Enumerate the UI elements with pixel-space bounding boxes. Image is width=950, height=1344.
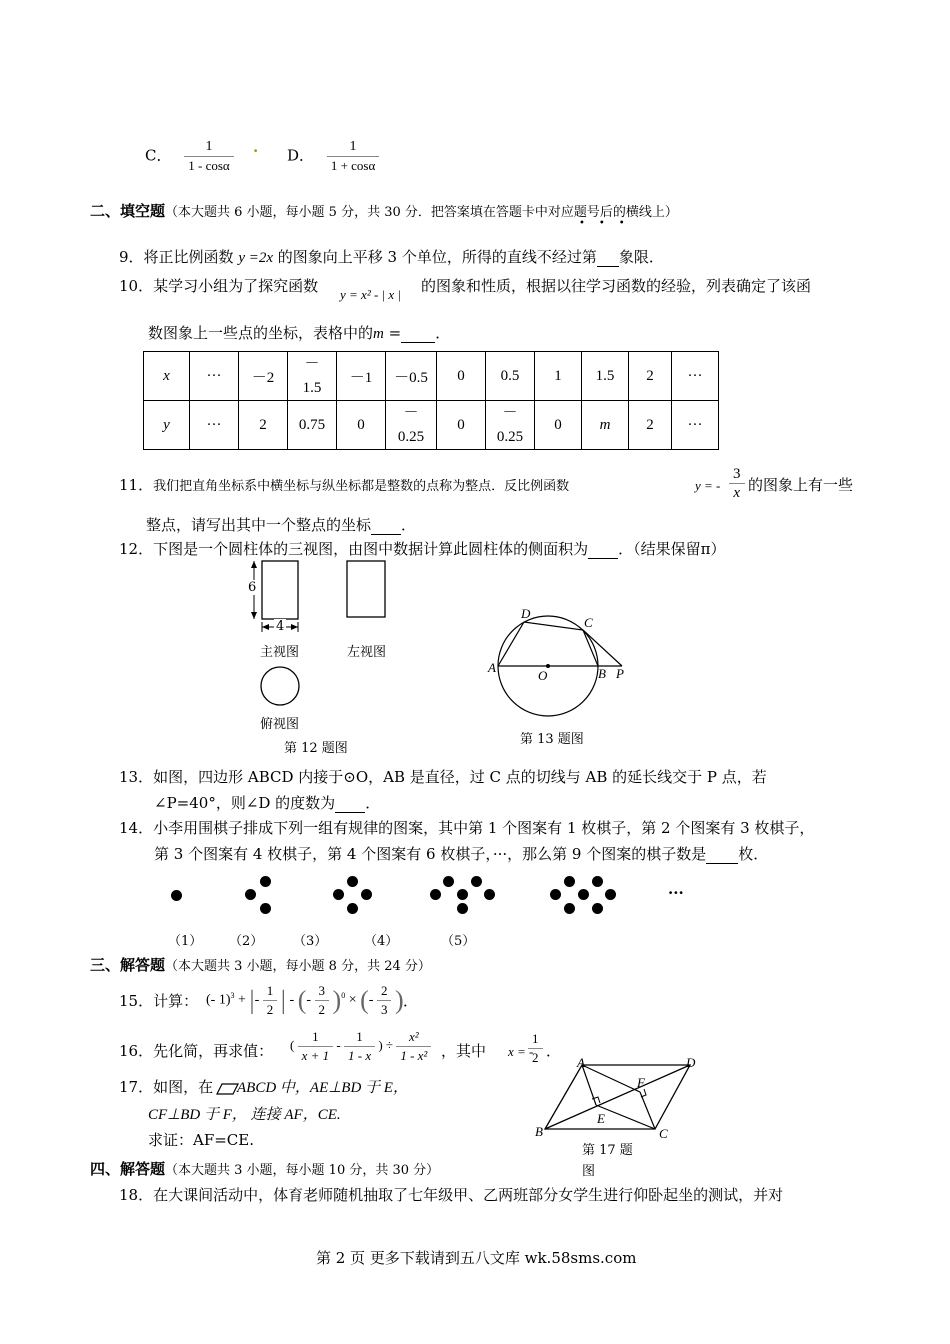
width-label: 4: [276, 619, 285, 634]
question-15-end: ．: [403, 992, 419, 1010]
table-cell: ···: [190, 401, 239, 450]
go-stone: [260, 903, 271, 914]
question-13-blank: [335, 794, 365, 813]
question-9-expr: y =2x: [238, 250, 274, 266]
table-row-y: [144, 401, 719, 450]
question-13-number: 13．: [119, 768, 154, 786]
question-13-line1: [119, 766, 767, 787]
question-12: [119, 538, 725, 559]
table-cell: y: [144, 401, 190, 450]
width-arrow-left: [262, 624, 269, 630]
table-cell: 2: [629, 401, 672, 450]
point-b-label: B: [598, 666, 606, 681]
width-arrow-right: [291, 624, 298, 630]
section-2-note: （本大题共 6 小题，每小题 5 分，共 30 分．把答案填在答题卡中对应题号后的横线上）: [165, 205, 678, 220]
table-cell: 0: [337, 401, 386, 450]
table-cell: m: [582, 401, 629, 450]
question-10-blank: [401, 324, 435, 343]
question-14-line1: [119, 817, 814, 838]
go-stone: [578, 889, 589, 900]
question-16-x-label: x = -: [508, 1044, 534, 1059]
tangent-cp: [583, 630, 622, 666]
go-stone: [171, 890, 182, 901]
question-13-line2-text: ∠P=40°，则∠D 的度数为: [154, 794, 336, 812]
option-d: [287, 138, 379, 175]
pattern-label-5: （5）: [441, 934, 476, 949]
go-stone: [457, 889, 468, 900]
question-9-number: 9．: [119, 248, 144, 266]
question-15-number: 15．: [119, 992, 154, 1010]
question-11-expr: y = -: [695, 478, 721, 493]
question-16: [119, 1040, 273, 1061]
option-d-denominator: 1 + cosα: [330, 158, 376, 173]
question-11-fraction: [729, 465, 745, 502]
question-9-text2: 的图象向上平移 3 个单位，所得的直线不经过第: [273, 248, 597, 266]
point-c-label-17: C: [659, 1126, 668, 1141]
go-stone: [471, 876, 482, 887]
go-stone: [564, 903, 575, 914]
go-stone: [347, 876, 358, 887]
figure-12-three-views: [240, 555, 420, 725]
question-18: [119, 1184, 783, 1205]
question-14-blank: [706, 845, 738, 864]
question-11-line2: [146, 514, 416, 535]
height-arrow-top: [251, 561, 257, 568]
question-11-numerator: 3: [729, 465, 745, 484]
question-16-end: ．: [546, 1042, 562, 1060]
value-table: [143, 351, 719, 450]
table-cell: －0.5: [386, 352, 437, 401]
table-cell: ···: [190, 352, 239, 401]
question-17-line3: 求证：AF=CE.: [148, 1131, 255, 1149]
table-cell: －1: [337, 352, 386, 401]
table-cell: 0: [437, 352, 486, 401]
question-9-blank: [597, 248, 619, 267]
question-9-text: 将正比例函数: [143, 248, 239, 266]
question-10-text2: 的图象和性质，根据以往学习函数的经验，列表确定了该函: [421, 277, 812, 295]
question-11-text2: 的图象上有一些: [748, 476, 854, 494]
question-11-end: ．: [401, 516, 417, 534]
question-10-expr: y = x² - | x |: [340, 287, 401, 302]
point-a-label: A: [488, 660, 496, 675]
table-cell: 2: [239, 401, 288, 450]
pattern-label-1: （1）: [168, 934, 203, 949]
table-cell: 2: [629, 352, 672, 401]
pattern-label-4: （4）: [364, 934, 399, 949]
figure-17-caption-2: 图: [582, 1164, 596, 1179]
question-12-text: 下图是一个圆柱体的三视图，由图中数据计算此圆柱体的侧面积为: [153, 540, 589, 558]
question-17-text: 如图，在: [153, 1078, 214, 1096]
left-view-label: 左视图: [347, 645, 387, 660]
table-cell: ···: [672, 401, 719, 450]
question-10-end: ．: [435, 324, 451, 342]
section-3-header: [90, 954, 431, 975]
front-view-rect: [262, 561, 298, 619]
question-16-number: 16．: [119, 1042, 154, 1060]
option-c-denominator: 1 - cosα: [188, 158, 230, 173]
table-cell: 0: [535, 401, 582, 450]
question-17-text-b: ABCD 中，AE⊥BD 于 E，: [237, 1080, 408, 1096]
figure-17-caption: 第 17 题: [582, 1143, 633, 1158]
question-13-line2: [154, 792, 380, 813]
table-cell: 0: [437, 401, 486, 450]
go-stone: [245, 889, 256, 900]
pattern-ellipsis: ···: [668, 884, 684, 902]
question-15-expression: (- 1)$^3$ + |- $\frac{1}{2}$ | - (- $\frac{3}{2}$ )$^0$ × (- $\frac{2}{3}$ ): [206, 983, 404, 1017]
question-16-text: 先化简，再求值：: [153, 1042, 274, 1060]
question-12-number: 12．: [119, 540, 154, 558]
table-cell: 0.5: [486, 352, 535, 401]
go-stone: [592, 903, 603, 914]
section-4-note: （本大题共 3 小题，每小题 10 分，共 30 分）: [165, 1163, 440, 1178]
front-view-label: 主视图: [260, 645, 300, 660]
go-stone: [550, 889, 561, 900]
question-10-line1: [119, 275, 318, 296]
question-14-line2: [154, 843, 768, 864]
go-stone: [457, 903, 468, 914]
height-label: 6: [248, 580, 257, 595]
table-cell: － 1.5: [288, 352, 337, 401]
figure-13-caption: 第 13 题图: [520, 732, 584, 747]
question-16-expression: ( $\frac{1}{x + 1}$ - $\frac{1}{1 - x}$ ) ÷ $\frac{\text{x²}}{\text{1 - x²}}$: [290, 1028, 431, 1065]
figure-13-circle: [485, 600, 635, 725]
go-stone: [443, 876, 454, 887]
point-f-label-17: F: [637, 1075, 645, 1090]
table-row-x: [144, 352, 719, 401]
question-11-text: 我们把直角坐标系中横坐标与纵坐标都是整数的点称为整点．反比例函数: [153, 479, 570, 494]
question-11-denominator: x: [733, 485, 741, 501]
section-3-note: （本大题共 3 小题，每小题 8 分，共 24 分）: [165, 959, 431, 974]
go-stone: [361, 889, 372, 900]
table-cell: ···: [672, 352, 719, 401]
table-cell: －2: [239, 352, 288, 401]
option-d-fraction: [327, 138, 379, 175]
point-e-label-17: E: [597, 1111, 605, 1126]
option-c-label: C．: [145, 146, 172, 165]
question-17-line1: [119, 1076, 213, 1097]
question-11-line1: [119, 474, 569, 495]
left-view-rect: [347, 561, 385, 617]
go-stone: [564, 876, 575, 887]
question-12-end: ．（结果保留π）: [618, 540, 726, 558]
option-separator: .: [253, 138, 259, 156]
point-d-label: D: [521, 606, 531, 621]
page-footer: 第 2 页 更多下载请到五八文库 wk.58sms.com: [316, 1249, 637, 1267]
figure-12-caption: 第 12 题图: [284, 741, 348, 756]
question-13-text: 如图，四边形 ABCD 内接于⊙O，AB 是直径，过 C 点的切线与 AB 的延长线交于 P 点，若: [153, 768, 767, 786]
point-c-label: C: [584, 615, 593, 630]
option-c-numerator: 1: [184, 138, 233, 157]
question-10-eq: =: [383, 324, 402, 342]
option-c: [145, 138, 234, 175]
go-stone: [347, 903, 358, 914]
pattern-label-3: （3）: [293, 934, 328, 949]
question-17-line2: CF⊥BD 于 F， 连接 AF，CE.: [148, 1107, 341, 1123]
option-d-numerator: 1: [327, 138, 379, 157]
section-4-header: [90, 1158, 439, 1179]
table-cell: 0.75: [288, 401, 337, 450]
question-14-end: 枚．: [738, 845, 769, 863]
option-d-label: D．: [287, 146, 315, 165]
table-cell: 1: [535, 352, 582, 401]
table-cell: x: [144, 352, 190, 401]
section-4-title: 四、解答题: [90, 1160, 166, 1178]
go-stone: [592, 876, 603, 887]
question-16-mid: ，其中: [441, 1042, 487, 1060]
figure-17-parallelogram: [530, 1055, 710, 1140]
top-view-label: 俯视图: [260, 717, 300, 732]
go-stone: [430, 889, 441, 900]
question-10-text: 某学习小组为了探究函数: [153, 277, 319, 295]
go-stone: [333, 889, 344, 900]
question-9-text3: 象限．: [618, 248, 664, 266]
top-view-circle: [261, 667, 299, 705]
question-17-number: 17．: [119, 1078, 154, 1096]
option-c-fraction: [184, 138, 233, 175]
diagonal-bd: [545, 1065, 690, 1129]
question-15: [119, 990, 198, 1011]
table-cell: 1.5: [582, 352, 629, 401]
height-arrow-bottom: [251, 612, 257, 619]
question-11-line2-text: 整点，请写出其中一个整点的坐标: [146, 516, 372, 534]
point-a-label-17: A: [577, 1055, 585, 1070]
question-18-text: 在大课间活动中，体育老师随机抽取了七年级甲、乙两班部分女学生进行仰卧起坐的测试，并对: [153, 1186, 784, 1204]
go-stone: [484, 889, 495, 900]
question-11-number: 11．: [119, 476, 154, 494]
emphasis-dots: •••: [579, 218, 639, 229]
table-cell: － 0.25: [486, 401, 535, 450]
point-o-label: O: [538, 668, 548, 683]
section-3-title: 三、解答题: [90, 956, 166, 974]
section-2-title: 二、填空题: [90, 202, 166, 220]
question-10-m: m: [373, 326, 384, 342]
go-stone: [260, 876, 271, 887]
question-14-text: 小李用围棋子排成下列一组有规律的图案，其中第 1 个图案有 1 枚棋子，第 2 个图案有 3 枚棋子，: [153, 819, 815, 837]
question-10-line2: [148, 322, 450, 343]
pattern-label-2: （2）: [229, 934, 264, 949]
point-d-label-17: D: [686, 1055, 696, 1070]
table-cell: － 0.25: [386, 401, 437, 450]
question-9: [119, 246, 664, 267]
question-10-line2-text: 数图象上一些点的坐标，表格中的: [148, 324, 374, 342]
question-15-text: 计算：: [153, 992, 199, 1010]
question-10-number: 10．: [119, 277, 154, 295]
question-14-line2-text: 第 3 个图案有 4 枚棋子，第 4 个图案有 6 枚棋子，···，那么第 9 个图案的棋子数是: [154, 845, 707, 863]
point-b-label-17: B: [535, 1124, 543, 1139]
quadrilateral-abcd: [498, 622, 598, 666]
question-16-x-fraction: $\frac{1}{2}$: [528, 1030, 543, 1067]
question-11-blank: [371, 516, 401, 535]
question-14-number: 14．: [119, 819, 154, 837]
question-12-blank: [588, 540, 618, 559]
question-18-number: 18．: [119, 1186, 154, 1204]
go-stone: [605, 889, 616, 900]
point-p-label: P: [616, 666, 624, 681]
segment-af: [582, 1065, 640, 1092]
question-13-end: ．: [365, 794, 381, 812]
